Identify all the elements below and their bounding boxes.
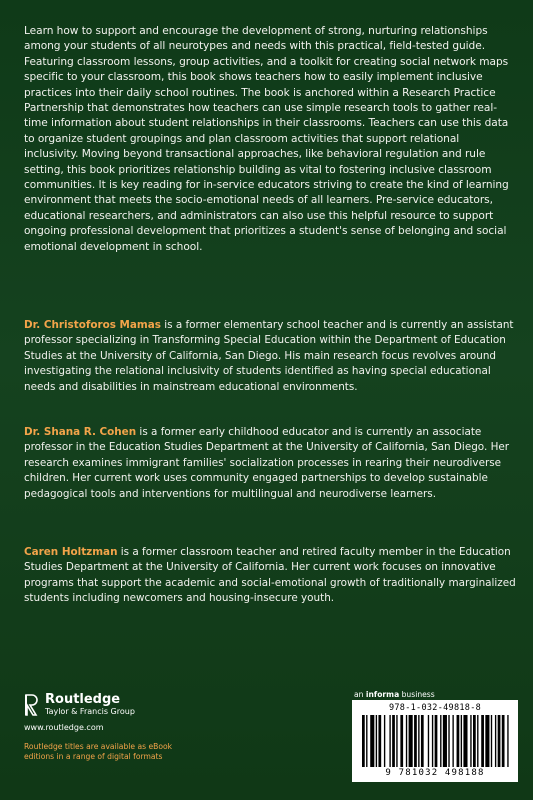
author-bio-mamas bbox=[24, 318, 516, 395]
informa-business-label: an informa business bbox=[354, 690, 435, 699]
barcode-bar bbox=[396, 715, 397, 767]
author-name: Dr. Christoforos Mamas bbox=[24, 319, 161, 331]
barcode-bar bbox=[409, 715, 413, 767]
barcode-bar bbox=[440, 715, 441, 767]
barcode-bar bbox=[400, 715, 403, 767]
author-bio-text: is a former classroom teacher and retired faculty member in the Education Studies Department at the University of California. Her current work focuses on innovative programs that support the academic and social-emotional growth of traditionally marginalized students including newcomers and housing-insecure youth. bbox=[24, 546, 516, 605]
barcode-bar bbox=[370, 715, 374, 767]
book-description: Learn how to support and encourage the development of strong, nurturing relationships among your students of all neurotypes and needs with this practical, field-tested guide. Featuring classroom lessons, group activities, and a toolkit for creating social network maps specific to your classroom, this book shows teachers how to easily implement inclusive practices into their daily school routines. The book is anchored within a Research Practice Partnership that demonstrates how teachers can use simple research tools to gather real-time information about student relationships in their classrooms. Teachers can use this data to organize student groupings and plan classroom activities that support relational inclusivity. Moving beyond transactional approaches, like behavioral regulation and rule setting, this book prioritizes relationship building as vital to fostering inclusive classroom communities. It is key reading for in-service educators striving to create the kind of learning environment that meets the socio-emotional needs of all learners. Pre-service educators, educational researchers, and administrators can also use this helpful resource to support ongoing professional development that prioritizes a student's sense of belonging and social emotional development in school. bbox=[24, 25, 509, 253]
barcode-bar bbox=[376, 715, 377, 767]
ean-number: 9 781032 498188 bbox=[385, 768, 485, 778]
barcode-bar bbox=[406, 715, 407, 767]
barcode-bar bbox=[463, 715, 467, 767]
barcode-bar bbox=[366, 715, 367, 767]
barcode-bar bbox=[481, 715, 484, 767]
publisher-logo bbox=[24, 693, 214, 717]
barcode-bar bbox=[470, 715, 471, 767]
barcode-bar bbox=[418, 715, 419, 767]
author-bio-text: is a former elementary school teacher and is currently an assistant professor specializing in Transforming Special Education within the Department of Education Studies at the University of California, San Diego. His main research focus revolves around investigating the relational inclusivity of students identified as having special educational needs and disabilities in mainstream educational environments. bbox=[24, 319, 514, 393]
barcode-bar bbox=[495, 715, 496, 767]
barcode-bar bbox=[457, 715, 460, 767]
barcode-bar bbox=[362, 715, 365, 767]
barcode-bar bbox=[491, 715, 492, 767]
publisher-website: www.routledge.com bbox=[24, 723, 104, 732]
publisher-group: Taylor & Francis Group bbox=[45, 707, 135, 716]
barcode-bar bbox=[452, 715, 453, 767]
barcode-bar bbox=[432, 715, 433, 767]
barcode-bar bbox=[428, 715, 429, 767]
barcode-bar bbox=[498, 715, 501, 767]
barcode-bar bbox=[477, 715, 478, 767]
author-bio-cohen bbox=[24, 425, 516, 502]
barcode-bar bbox=[485, 715, 489, 767]
publisher-block bbox=[24, 693, 214, 762]
barcode-bar bbox=[421, 715, 424, 767]
barcode-bar bbox=[378, 715, 381, 767]
author-name: Dr. Shana R. Cohen bbox=[24, 426, 137, 438]
barcode-bar bbox=[507, 715, 508, 767]
barcode-bar bbox=[502, 715, 505, 767]
informa-brand: informa bbox=[365, 690, 400, 699]
barcode-bar bbox=[414, 715, 417, 767]
ebook-note: Routledge titles are available as eBook editions in a range of digital formats bbox=[24, 742, 173, 761]
author-bio-text: is a former early childhood educator and is currently an associate professor in the Education Studies Department at the University of California, San Diego. Her research examines immigrant families' socialization processes in rearing their neurodiverse children. Her current work uses community engaged partnerships to develop sustainable pedagogical tools and interventions for multilingual and neurodiverse learners. bbox=[24, 426, 510, 500]
author-bio-holtzman bbox=[24, 545, 516, 607]
barcode-bar bbox=[473, 715, 476, 767]
routledge-r-icon bbox=[24, 694, 40, 716]
barcode-bar bbox=[461, 715, 462, 767]
barcode bbox=[362, 715, 510, 767]
barcode-bar bbox=[384, 715, 385, 767]
barcode-bar bbox=[448, 715, 449, 767]
isbn-number: 978-1-032-49818-8 bbox=[388, 703, 482, 713]
author-name: Caren Holtzman bbox=[24, 546, 118, 558]
barcode-bar bbox=[389, 715, 390, 767]
barcode-bar bbox=[392, 715, 395, 767]
publisher-name: Routledge bbox=[45, 692, 121, 707]
barcode-bar bbox=[443, 715, 447, 767]
isbn-barcode-box bbox=[352, 700, 518, 782]
barcode-bar bbox=[435, 715, 438, 767]
